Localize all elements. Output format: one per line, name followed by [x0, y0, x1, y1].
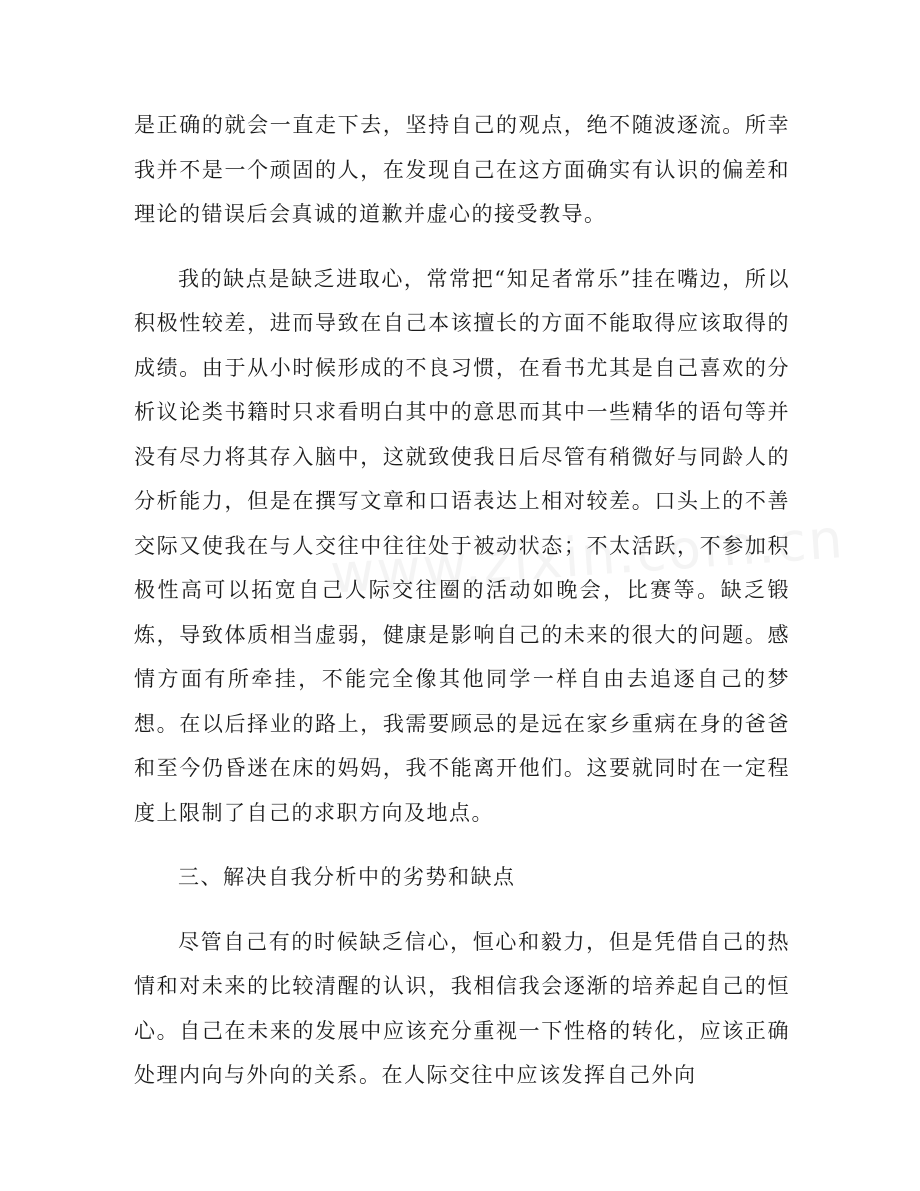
section-heading: 三、解决自我分析中的劣势和缺点: [178, 865, 516, 889]
document-body: [134, 103, 790, 1098]
paragraph-solutions: 尽管自己有的时候缺乏信心，恒心和毅力，但是凭借自己的热情和对未来的比较清醒的认识，我相信我会逐渐的培养起自己的恒心。自己在未来的发展中应该充分重视一下性格的转化，应该正确处理内向与外向的关系。在人际交往中应该发挥自己外向: [134, 929, 790, 1087]
paragraph-weaknesses: 我的缺点是缺乏进取心，常常把“知足者常乐”挂在嘴边，所以积极性较差，进而导致在自己本该擅长的方面不能取得应该取得的成绩。由于从小时候形成的不良习惯，在看书尤其是自己喜欢的分析议论类书籍时只求看明白其中的意思而其中一些精华的语句等并没有尽力将其存入脑中，这就致使我日后尽管有稍微好与同龄人的分析能力，但是在撰写文章和口语表达上相对较差。口头上的不善交际又使我在与人交往中往往处于被动状态；不太活跃，不参加积极性高可以拓宽自己人际交往圈的活动如晚会，比赛等。缺乏锻炼，导致体质相当虚弱，健康是影响自己的未来的很大的问题。感情方面有所牵挂，不能完全像其他同学一样自由去追逐自己的梦想。在以后择业的路上，我需要顾忌的是远在家乡重病在身的爸爸和至今仍昏迷在床的妈妈，我不能离开他们。这要就同时在一定程度上限制了自己的求职方向及地点。: [134, 266, 790, 825]
paragraph-continuation: 是正确的就会一直走下去，坚持自己的观点，绝不随波逐流。所幸我并不是一个顽固的人，在发现自己在这方面确实有认识的偏差和理论的错误后会真诚的道歉并虚心的接受教导。: [134, 113, 790, 226]
